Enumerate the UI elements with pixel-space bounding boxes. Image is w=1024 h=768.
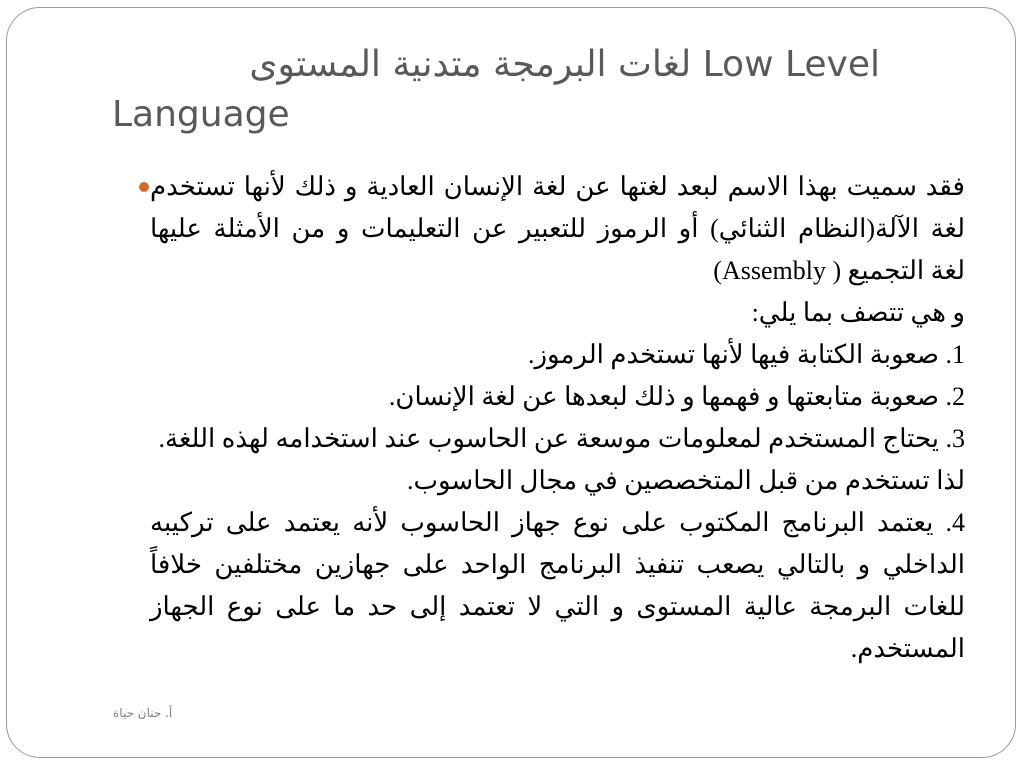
title-line-2: Language xyxy=(112,94,290,135)
footer-author: أ. حنان حياة xyxy=(113,706,173,720)
bullet-dot-icon xyxy=(139,182,149,192)
slide-body xyxy=(150,166,965,670)
list-item-3: 3. يحتاج المستخدم لمعلومات موسعة عن الحاسوب عند استخدامه لهذه اللغة. xyxy=(158,424,965,453)
title-line-1: لغات البرمجة متدنية المستوى Low Level xyxy=(249,44,880,85)
intro-line-4: و هي تتصف بما يلي: xyxy=(751,298,965,327)
list-item-2: 2. صعوبة متابعتها و فهمها و ذلك لبعدها عن لغة الإنسان. xyxy=(388,382,965,411)
list-item-4-line-2: الداخلي و بالتالي يصعب تنفيذ البرنامج الواحد على جهازين مختلفين خلافاً xyxy=(150,550,965,579)
slide-title xyxy=(112,40,882,140)
list-item-4: 4. يعتمد البرنامج المكتوب على نوع جهاز الحاسوب لأنه يعتمد على تركيبه xyxy=(150,508,965,537)
list-item-4-line-4: المستخدم. xyxy=(850,634,965,663)
list-item-4-line-3: للغات البرمجة عالية المستوى و التي لا تعتمد إلى حد ما على نوع الجهاز xyxy=(150,592,965,621)
intro-line-2: لغة الآلة(النظام الثنائي) أو الرموز للتعبير عن التعليمات و من الأمثلة عليها xyxy=(150,214,965,243)
list-item-3-continued: لذا تستخدم من قبل المتخصصين في مجال الحاسوب. xyxy=(407,466,965,495)
intro-line-3: لغة التجميع ( Assembly) xyxy=(713,256,965,285)
list-item-1: 1. صعوبة الكتابة فيها لأنها تستخدم الرموز. xyxy=(527,340,965,369)
intro-line-1: فقد سميت بهذا الاسم لبعد لغتها عن لغة الإنسان العادية و ذلك لأنها تستخدم xyxy=(150,172,965,201)
